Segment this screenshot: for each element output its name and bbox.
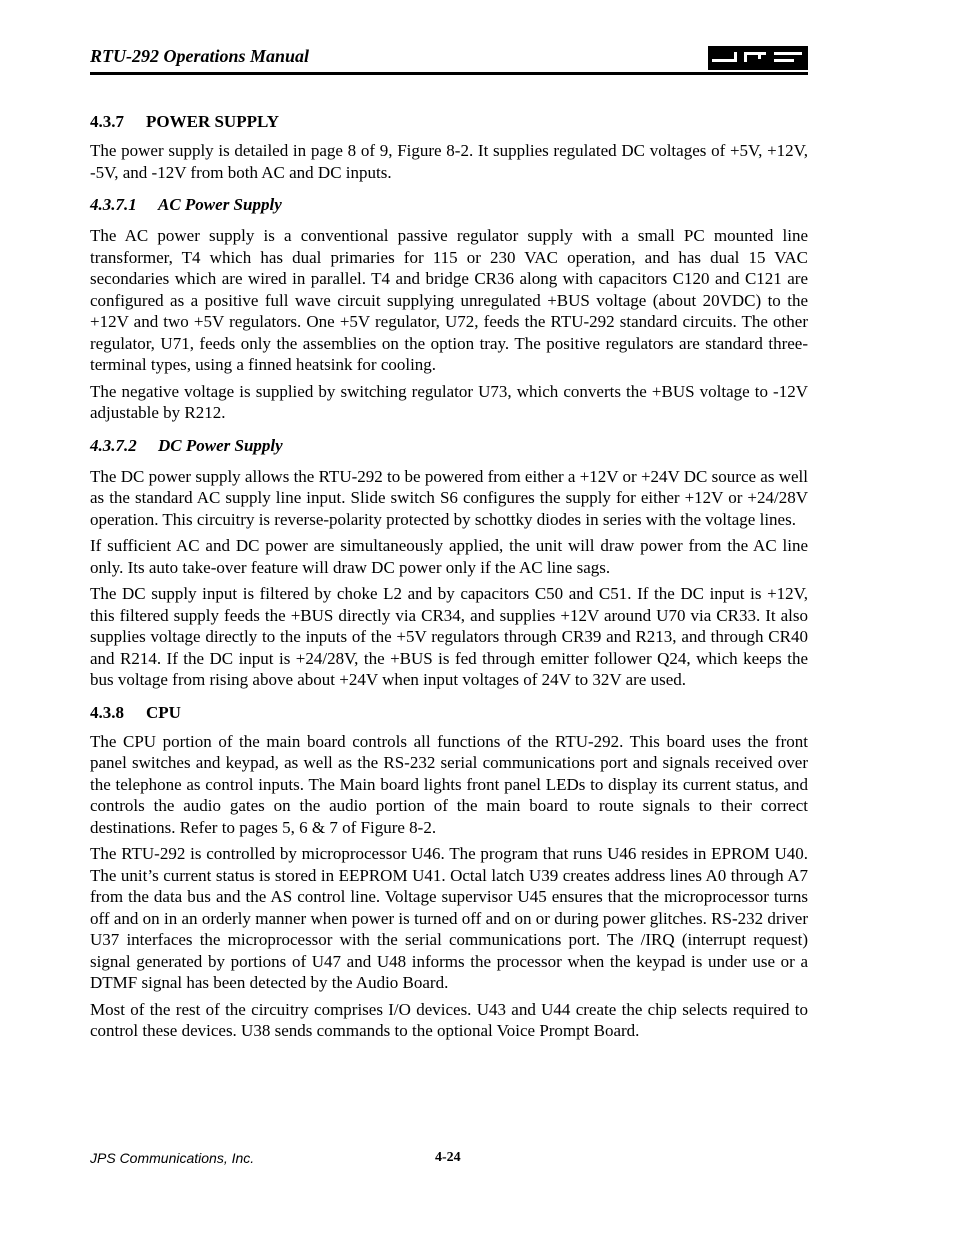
paragraph: The DC supply input is filtered by choke L2 and by capacitors C50 and C51. If the DC input is +12V, this filtered supply feeds the +BUS directly via CR34, and supplies +12V around U70 via CR33. It also supplies voltage directly to the inputs of the +5V regulators through CR39 and R213, and through CR40 and R214. If the DC input is +24/28V, the +BUS is fed through emitter follower Q24, which keeps the bus voltage from rising above about +24V when input voltages of 24V to 32V are used. [90, 584, 808, 689]
page-number: 4-24 [435, 1150, 461, 1165]
paragraph: The power supply is detailed in page 8 of 9, Figure 8-2. It supplies regulated DC voltages of +5V, +12V, -5V, and -12V from both AC and DC inputs. [90, 141, 808, 182]
paragraph: The DC power supply allows the RTU-292 to be powered from either a +12V or +24V DC source as well as the standard AC supply line input. Slide switch S6 configures the supply for either +12V or +24/28V operation. This circuitry is reverse-polarity protected by schottky diodes in series with the voltage lines. [90, 466, 808, 529]
subsection-heading-ac-power-supply: 4.3.7.1 AC Power Supply [90, 195, 282, 214]
section-heading-cpu: 4.3.8 CPU [90, 702, 181, 722]
page-content [90, 110, 808, 1042]
jps-logo [708, 46, 808, 70]
paragraph: If sufficient AC and DC power are simultaneously applied, the unit will draw power from the AC line only. Its auto take-over feature will draw DC power only if the AC line sags. [90, 536, 808, 577]
manual-title: RTU-292 Operations Manual [90, 46, 310, 66]
subsection-heading-dc-power-supply: 4.3.7.2 DC Power Supply [90, 435, 283, 455]
header-rule [90, 72, 808, 75]
paragraph: The RTU-292 is controlled by microprocessor U46. The program that runs U46 resides in EPROM U40. The unit’s current status is stored in EEPROM U41. Octal latch U39 creates address lines A0 through A7 from the data bus and the AS control line. Voltage supervisor U45 ensures that the microprocessor turns off and on in an orderly manner when power is turned off and on or during power glitches. RS-232 driver U37 interfaces the microprocessor with the serial communications port. The /IRQ (interrupt request) signal generated by portions of U47 and U48 informs the processor when the keypad is under use or a DTMF signal has been detected by the Audio Board. [90, 844, 808, 992]
footer-company: JPS Communications, Inc. [90, 1150, 255, 1166]
paragraph: Most of the rest of the circuitry comprises I/O devices. U43 and U44 create the chip selects required to control these devices. U38 sends commands to the optional Voice Prompt Board. [90, 999, 808, 1040]
section-heading-power-supply: 4.3.7 POWER SUPPLY [90, 112, 280, 131]
paragraph: The AC power supply is a conventional passive regulator supply with a small PC mounted line transformer, T4 which has dual primaries for 115 or 230 VAC operation, and has dual 15 VAC secondaries which are wired in parallel. T4 and bridge CR36 along with capacitors C120 and C121 are configured as a positive full wave circuit supplying unregulated +BUS voltage (about 20VDC) to the +12V and two +5V regulators. One +5V regulator, U72, feeds the RTU-292 standard circuits. The other regulator, U71, feeds only the assemblies on the option tray. The positive regulators are standard three-terminal types, using a finned heatsink for cooling. [90, 226, 808, 374]
paragraph: The CPU portion of the main board controls all functions of the RTU-292. This board uses the front panel switches and keypad, as well as the RS-232 serial communications port and signals received over the telephone as control inputs. The Main board lights front panel LEDs to display its current status, and controls the audio gates on the audio portion of the main board to route signals to their correct destinations. Refer to pages 5, 6 & 7 of Figure 8-2. [90, 731, 808, 837]
paragraph: The negative voltage is supplied by switching regulator U73, which converts the +BUS voltage to -12V adjustable by R212. [90, 381, 808, 422]
